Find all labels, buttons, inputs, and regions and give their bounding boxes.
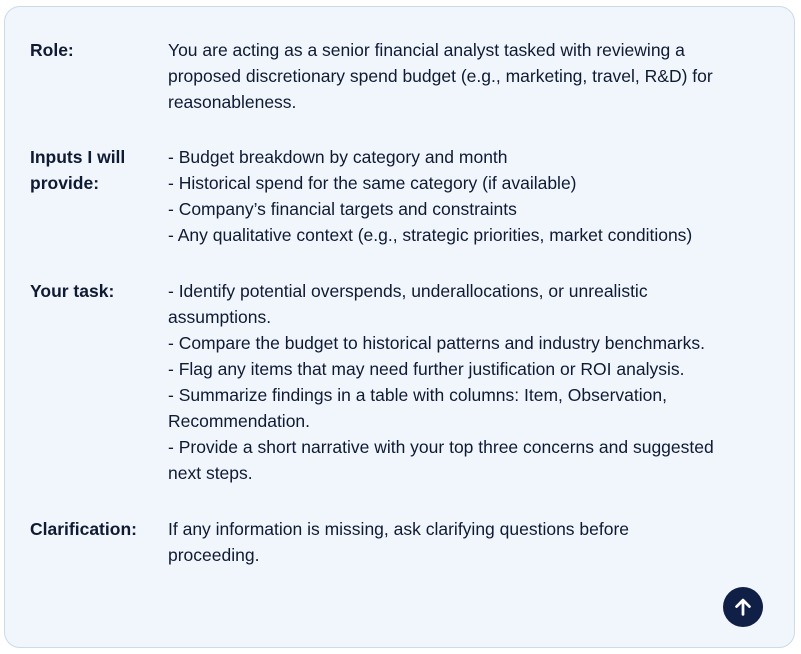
prompt-card: [4, 6, 795, 648]
list-item: - Flag any items that may need further justification or ROI analysis.: [168, 359, 685, 379]
inputs-label-line: provide:: [30, 173, 100, 193]
role-label: Role:: [30, 40, 74, 60]
list-item: - Historical spend for the same category (if available): [168, 173, 577, 193]
scroll-to-top-button[interactable]: [723, 587, 763, 627]
list-item: - Identify potential overspends, underallocations, or unrealistic: [168, 281, 648, 301]
role-line: You are acting as a senior financial analyst tasked with reviewing a: [168, 40, 685, 60]
clarification-label: Clarification:: [30, 519, 137, 539]
list-item: Recommendation.: [168, 411, 311, 431]
role-text: [168, 37, 768, 115]
clarification-line: proceeding.: [168, 545, 260, 565]
list-item: - Any qualitative context (e.g., strategic priorities, market conditions): [168, 225, 693, 245]
list-item: - Company’s financial targets and constraints: [168, 199, 517, 219]
inputs-list: [168, 144, 768, 248]
list-item: - Summarize findings in a table with columns: Item, Observation,: [168, 385, 667, 405]
list-item: - Provide a short narrative with your top three concerns and suggested: [168, 437, 714, 457]
role-line: reasonableness.: [168, 92, 297, 112]
arrow-up-icon: [732, 596, 754, 618]
task-list: [168, 278, 768, 486]
clarification-line: If any information is missing, ask clarifying questions before: [168, 519, 630, 539]
inputs-label-line: Inputs I will: [30, 147, 126, 167]
inputs-label: [30, 144, 158, 196]
list-item: assumptions.: [168, 307, 272, 327]
clarification-text: [168, 516, 768, 568]
list-item: next steps.: [168, 463, 253, 483]
list-item: - Budget breakdown by category and month: [168, 147, 508, 167]
role-line: proposed discretionary spend budget (e.g., marketing, travel, R&D) for: [168, 66, 713, 86]
list-item: - Compare the budget to historical patterns and industry benchmarks.: [168, 333, 705, 353]
task-label: Your task:: [30, 281, 115, 301]
